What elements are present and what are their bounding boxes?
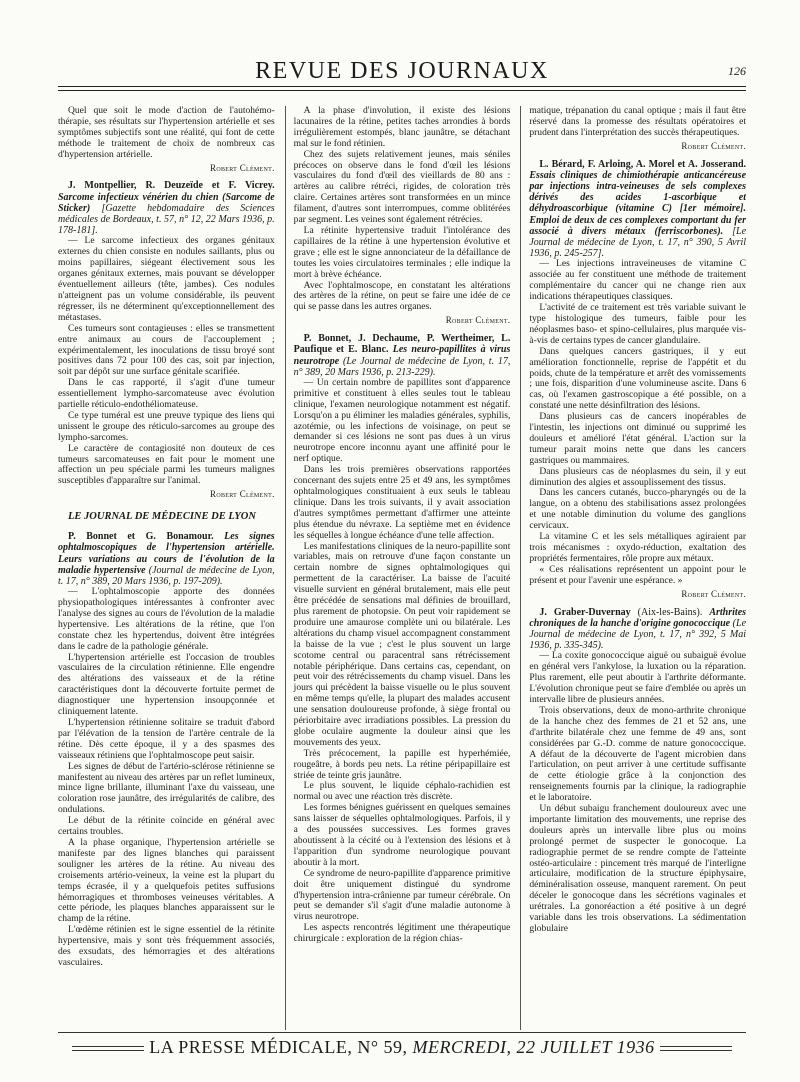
- article-heading: [529, 159, 746, 260]
- paragraph: La rétinite hypertensive traduit l'intolérance des capillaires de la rétine à une hypertension évolutive et grave ; elle est le signe annonciateur de la défaillance de toutes les voies circulatoires terminales ; elle indique la mort à brève échéance.: [293, 224, 511, 280]
- article-author-location: (Aix-les-Bains).: [637, 606, 703, 618]
- paragraph: — Le sarcome infectieux des organes génitaux externes du chien consiste en nodules saillants, plus ou moins papillaires, siégeant électivement sous les organes génitaux externes, mais pouvant se développer éventuellement ailleurs (tête, jambes). Ces nodules n'atteignent pas un volume considérable, ils peuvent régresser, ils ne déterminent qu'exceptionnellement des métastases.: [58, 235, 275, 323]
- page-footer: [58, 1037, 746, 1061]
- article-title: Sarcome infectieux vénérien du chien (Sarcome de Sticker): [58, 191, 275, 214]
- article-authors: P. Bonnet et G. Bonamour.: [68, 531, 214, 543]
- column-1: [58, 106, 275, 1030]
- paragraph: L'hypertension rétinienne solitaire se traduit d'abord par l'élévation de la tension de l'artère centrale de la rétine. Dès cette époque, il y a des spasmes des vaisseaux rétiniens que l'ophtalmoscope peut saisir.: [58, 717, 275, 761]
- footer-rule: [58, 1032, 746, 1033]
- article-heading: [58, 180, 275, 236]
- article-source: (Journal de médecine de Lyon, t. 17, n° 389, 20 Mars 1936, p. 197-209).: [58, 564, 275, 587]
- author-signature: Robert Clément.: [210, 489, 275, 500]
- column-2: [285, 106, 511, 1030]
- paragraph: — Les injections intraveineuses de vitamine C associée au fer constituent une méthode de traitement complémentaire du cancer qui ne change rien aux indications thérapeutiques classiques.: [529, 258, 747, 303]
- author-signature: Robert Clément.: [210, 162, 275, 173]
- paragraph: Quel que soit le mode d'action de l'autohémo-thérapie, ses résultats sur l'hypertension artérielle et ses symptômes subjectifs sont une réalité, qui font de cette méthode le traitement de choix de nombreux cas d'hypertension artérielle.: [58, 106, 275, 160]
- paragraph: Très précocement, la papille est hyperhémiée, rougeâtre, à bords peu nets. La rétine péripapillaire est striée de teinte gris jaunâtre.: [293, 747, 511, 781]
- article-authors: J. Montpellier, R. Deuzeïde et F. Vicrey.: [68, 180, 275, 192]
- page-header: [58, 46, 746, 84]
- paragraph: A la phase d'involution, il existe des lésions lacunaires de la rétine, petites taches arrondies à bords irrégulièrement estompés, blanc jaunâtre, se détachant mal sur le fond rétinien.: [293, 106, 511, 149]
- article-source: [Gazette hebdomadaire des Sciences médicales de Bordeaux, t. 57, n° 12, 22 Mars 1936, p. 178-181].: [58, 202, 275, 237]
- journal-section-heading: LE JOURNAL DE MÉDECINE DE LYON: [68, 511, 256, 523]
- paragraph: Dans le cas rapporté, il s'agit d'une tumeur essentiellement lympho-sarcomateuse avec évolution partielle réticulo-endothéliomateuse.: [58, 377, 275, 411]
- paragraph: Dans les trois premières observations rapportées concernant des sujets entre 25 et 49 ans, les symptômes ophtalmologiques constituaient à eux seuls le tableau clinique. Dans les trois suivants, il y avait association d'autres symptômes permettant d'affirmer une atteinte plus étendue du névraxe. La septième met en évidence les séquelles à longue échéance d'une telle affection.: [293, 464, 511, 541]
- paragraph: Dans quelques cancers gastriques, il y eut amélioration fonctionnelle, reprise de l'appétit et du poids, chute de la température et arrêt des vomissements ; une fois, disparition d'une volumineuse ascite. Dans 6 cas, où l'examen gastroscopique a été possible, on a constaté une nette désinfiltration des lésions.: [529, 345, 747, 412]
- footer-ornament-left: [72, 1043, 144, 1054]
- column-3: [520, 106, 746, 1030]
- footer-date: MERCREDI, 22 JUILLET 1936: [412, 1037, 655, 1057]
- paragraph: Le plus souvent, le liquide céphalo-rachidien est normal ou avec une réaction très discrète.: [293, 780, 511, 803]
- header-rule: [58, 86, 746, 87]
- paragraph: Avec l'ophtalmoscope, en constatant les altérations des artères de la rétine, on peut se faire une idée de ce qui se passe dans les autres organes.: [293, 279, 511, 313]
- paragraph: Ce syndrome de neuro-papillite d'apparence primitive doit être uniquement distingué du syndrome d'hypertension intra-crânienne par tumeur cérébrale. On peut se demander s'il s'agit d'une maladie autonome à virus neurotrope.: [293, 867, 511, 923]
- paragraph: L'œdème rétinien est le signe essentiel de la rétinite hypertensive, mais y sont très fréquemment associés, des exsudats, des hémorragies et des altérations vasculaires.: [58, 924, 275, 968]
- paragraph: Trois observations, deux de mono-arthrite chronique de la hanche chez des femmes de 21 et 52 ans, une d'arthrite bilatérale chez une femme de 49 ans, sont considérées par G.-D. comme de nature gonococcique. A défaut de la découverte de l'agent microbien dans l'articulation, on peut arriver à une certitude suffisante de cette étiologie grâce à la conjonction des renseignements fournis par la clinique, la radiographie et le laboratoire.: [529, 704, 747, 804]
- article-heading: [294, 333, 511, 378]
- author-signature: Robert Clément.: [445, 315, 511, 326]
- paragraph: L'activité de ce traitement est très variable suivant le type histologique des tumeurs, faible pour les néoplasmes baso- et spino-cellulaires, plus marquée vis-à-vis de certains types de cancer glandulaire.: [529, 302, 747, 346]
- article-title: Arthrites chroniques de la hanche d'origine gonococcique: [529, 606, 747, 629]
- paragraph: matique, trépanation du canal optique ; mais il faut être réservé dans la promesse des résultats opératoires et prudent dans l'interprétation des succès thérapeutiques.: [529, 106, 747, 138]
- paragraph: L'hypertension artérielle est l'occasion de troubles vasculaires de la circulation rétinienne. Elle engendre des altérations des vaisseaux et de la rétine caractéristiques dont la découverte fortuite permet de diagnostiquer une hypertension insoupçonnée et cliniquement latente.: [58, 651, 275, 718]
- paragraph: — L'ophtalmoscopie apporte des données physiopathologiques intéressantes à confronter avec l'analyse des signes au cours de l'évolution de la maladie hypertensive. Les altérations de la rétine, que l'on constate chez les hypertendus, doivent être intégrées dans le cadre de la pathologie générale.: [58, 586, 275, 652]
- paragraph: Ce type tuméral est une preuve typique des liens qui unissent le groupe des réticulo-sarcomes au groupe des lympho-sarcomes.: [58, 409, 275, 443]
- paragraph: Les aspects rencontrés légitiment une thérapeutique chirurgicale : exploration de la région chias-: [293, 922, 511, 945]
- article-authors: L. Bérard, F. Arloing, A. Morel et A. Josserand.: [539, 158, 747, 170]
- article-columns: [58, 106, 746, 1030]
- author-signature: Robert Clément.: [681, 140, 747, 151]
- paragraph: Les manifestations cliniques de la neuro-papillite sont variables, mais on retrouve d'une façon constante un certain nombre de signes ophtalmologiques qui permettent de la caractériser. La baisse de l'acuité visuelle survient en général brutalement, mais elle peut être précédée de sensations mal définies de brouillard, plus rarement de photopsie. On peut voir rapidement se produire une amaurose complète uni ou bilatérale. Les altérations du champ visuel accompagnent constamment la baisse de la vue ; c'est le plus souvent un large scotome central ou paracentral sans rétrécissement notable périphérique. Dans certains cas, cependant, on peut voir des rétrécissements du champ visuel. Dans les jours qui précèdent la baisse visuelle ou le plus souvent en même temps qu'elle, la plupart des malades accusent une sensation douloureuse profonde, à siège frontal ou périorbitaire avec irradiations possibles. La pression du globe oculaire augmente la douleur ainsi que les mouvements des yeux.: [293, 540, 511, 748]
- footer-journal: LA PRESSE MÉDICALE, N° 59,: [149, 1037, 408, 1057]
- paragraph: Chez des sujets relativement jeunes, mais séniles précoces on observe dans le fond d'œil les lésions vasculaires du fond d'œil des vieillards de 80 ans : artères au calibre rétréci, rigides, de coloration très claire. Certaines artères sont transformées en un mince filament, d'autres sont interrompues, comme oblitérées par segment. Les veines sont également rétrécies.: [293, 148, 511, 226]
- paragraph: Un début subaigu franchement douloureux avec une importante limitation des mouvements, une reprise des douleurs après un intervalle libre plus ou moins prolongé permet de suspecter le gonocoque. La radiographie permet de se rendre compte de l'atteinte ostéo-articulaire : pincement très marqué de l'interligne articulaire, modification de la structure épiphysaire, déminéralisation osseuse, manquent rarement. On peut déceler le gonocoque dans les sécrétions vaginales et urétrales. La gonoréaction a été positive à un degré variable dans les trois observations. La sédimentation globulaire: [529, 803, 747, 935]
- paragraph: A la phase organique, l'hypertension artérielle se manifeste par des lignes blanches qui paraissent souligner les artères de la rétine. Au niveau des croisements artério-veineux, la veine est la plupart du temps écrasée, il y a quelquefois petites suffusions hémorragiques et thromboses veineuses véritables. A cette période, les plaques blanches apparaissent sur le champ de la rétine.: [58, 836, 275, 925]
- article-authors: P. Bonnet, J. Dechaume, P. Wertheimer, L. Paufique et E. Blanc.: [293, 333, 511, 356]
- page-number: 126: [728, 64, 746, 78]
- article-heading: [529, 607, 746, 652]
- article-source: (Le Journal de médecine de Lyon, t. 17, n° 392, 5 Mai 1936, p. 335-345).: [529, 617, 747, 652]
- journal-section-title: REVUE DES JOURNAUX: [255, 58, 549, 84]
- paragraph: « Ces réalisations représentent un appoint pour le présent et pour l'avenir une espérance. »: [529, 563, 747, 586]
- paragraph: Dans plusieurs cas de néoplasmes du sein, il y eut diminution des algies et assouplissement des tissus.: [529, 465, 747, 488]
- paragraph: Les formes bénignes guérissent en quelques semaines sans laisser de séquelles ophtalmologiques. Parfois, il y a des poussées successives. Les formes graves aboutissent à la cécité ou à l'extension des lésions et à l'apparition d'un syndrome neurologique pouvant aboutir à la mort.: [293, 802, 511, 868]
- footer-ornament-right: [660, 1043, 732, 1054]
- paragraph: Les signes de début de l'artério-sclérose rétinienne se manifestent au niveau des artères par un reflet lumineux, mince ligne brillante, illuminant l'axe du vaisseau, une coloration rose jaunâtre, des irrégularités de calibre, des ondulations.: [58, 760, 275, 816]
- paragraph: — Un certain nombre de papillites sont d'apparence primitive et constituent à elles seules tout le tableau clinique, l'examen neurologique notamment est négatif. Lorsqu'on a pu éliminer les maladies générales, syphilis, azotémie, ou les infections de voisinage, on peut se demander si ces lésions ne sont pas dues à un virus neurotrope encore inconnu ayant une affinité pour le nerf optique.: [293, 376, 511, 465]
- article-title: Les neuro-papillites à virus neurotrope: [293, 344, 511, 367]
- article-authors: J. Graber-Duvernay: [539, 606, 631, 618]
- paragraph: — La coxite gonococcique aiguë ou subaiguë évolue en général vers l'ankylose, la luxation ou la réparation. Plus rarement, elle peut aboutir à l'arthrite déformante. L'évolution chronique peut se faire d'emblée ou après un intervalle libre de plusieurs années.: [529, 650, 747, 705]
- author-signature: Robert Clément.: [681, 588, 747, 599]
- article-source: [Le Journal de médecine de Lyon, t. 17, n° 390, 5 Avril 1936, p. 245-257].: [529, 225, 747, 260]
- article-heading: [58, 531, 275, 587]
- paragraph: Ces tumeurs sont contagieuses : elles se transmettent entre animaux au cours de l'accouplement ; expérimentalement, les inoculations de tissu broyé sont positives dans 72 pour 100 des cas, soit par injection, soit par dépôt sur une surface génitale scarifiée.: [58, 322, 275, 378]
- article-source: (Le Journal de médecine de Lyon, t. 17, n° 389, 20 Mars 1936, p. 213-229).: [293, 355, 511, 378]
- paragraph: La vitamine C et les sels métalliques agiraient par trois mécanismes : oxydo-réduction, exaltation des propriétés fermentaires, rôle propre aux métaux.: [529, 531, 747, 564]
- article-title: Essais cliniques de chimiothérapie anticancéreuse par injections intra-veineuses de sels complexes dérivés des acides 1-ascorbique et déhydroascorbique (vitamine C) [1er mémoire]. Emploi de deux de ces complexes comportant du fer associé à divers métaux (ferriscorbones).: [529, 169, 747, 237]
- article-title: Les signes ophtalmoscopiques de l'hypertension artérielle. Leurs variations au cours de l'évolution de la maladie hypertensive: [58, 531, 275, 576]
- paragraph: Le début de la rétinite coïncide en général avec certains troubles.: [58, 815, 275, 838]
- paragraph: Dans plusieurs cas de cancers inopérables de l'intestin, les injections ont diminué ou supprimé les douleurs et amélioré l'état général. L'action sur la tumeur parait moins nette que dans les cancers gastriques ou mammaires.: [529, 411, 747, 466]
- header-rule-double: [58, 90, 746, 91]
- paragraph: Dans les cancers cutanés, bucco-pharyngés ou de la langue, on a obtenu des stabilisations assez prolongées et une notable diminution du volume des ganglions cervicaux.: [529, 487, 747, 532]
- paragraph: Le caractère de contagiosité non douteux de ces tumeurs sarcomateuses en fait pour le moment une affection un peu spéciale parmi les tumeurs malignes susceptibles d'apparaître sur l'animal.: [58, 442, 275, 487]
